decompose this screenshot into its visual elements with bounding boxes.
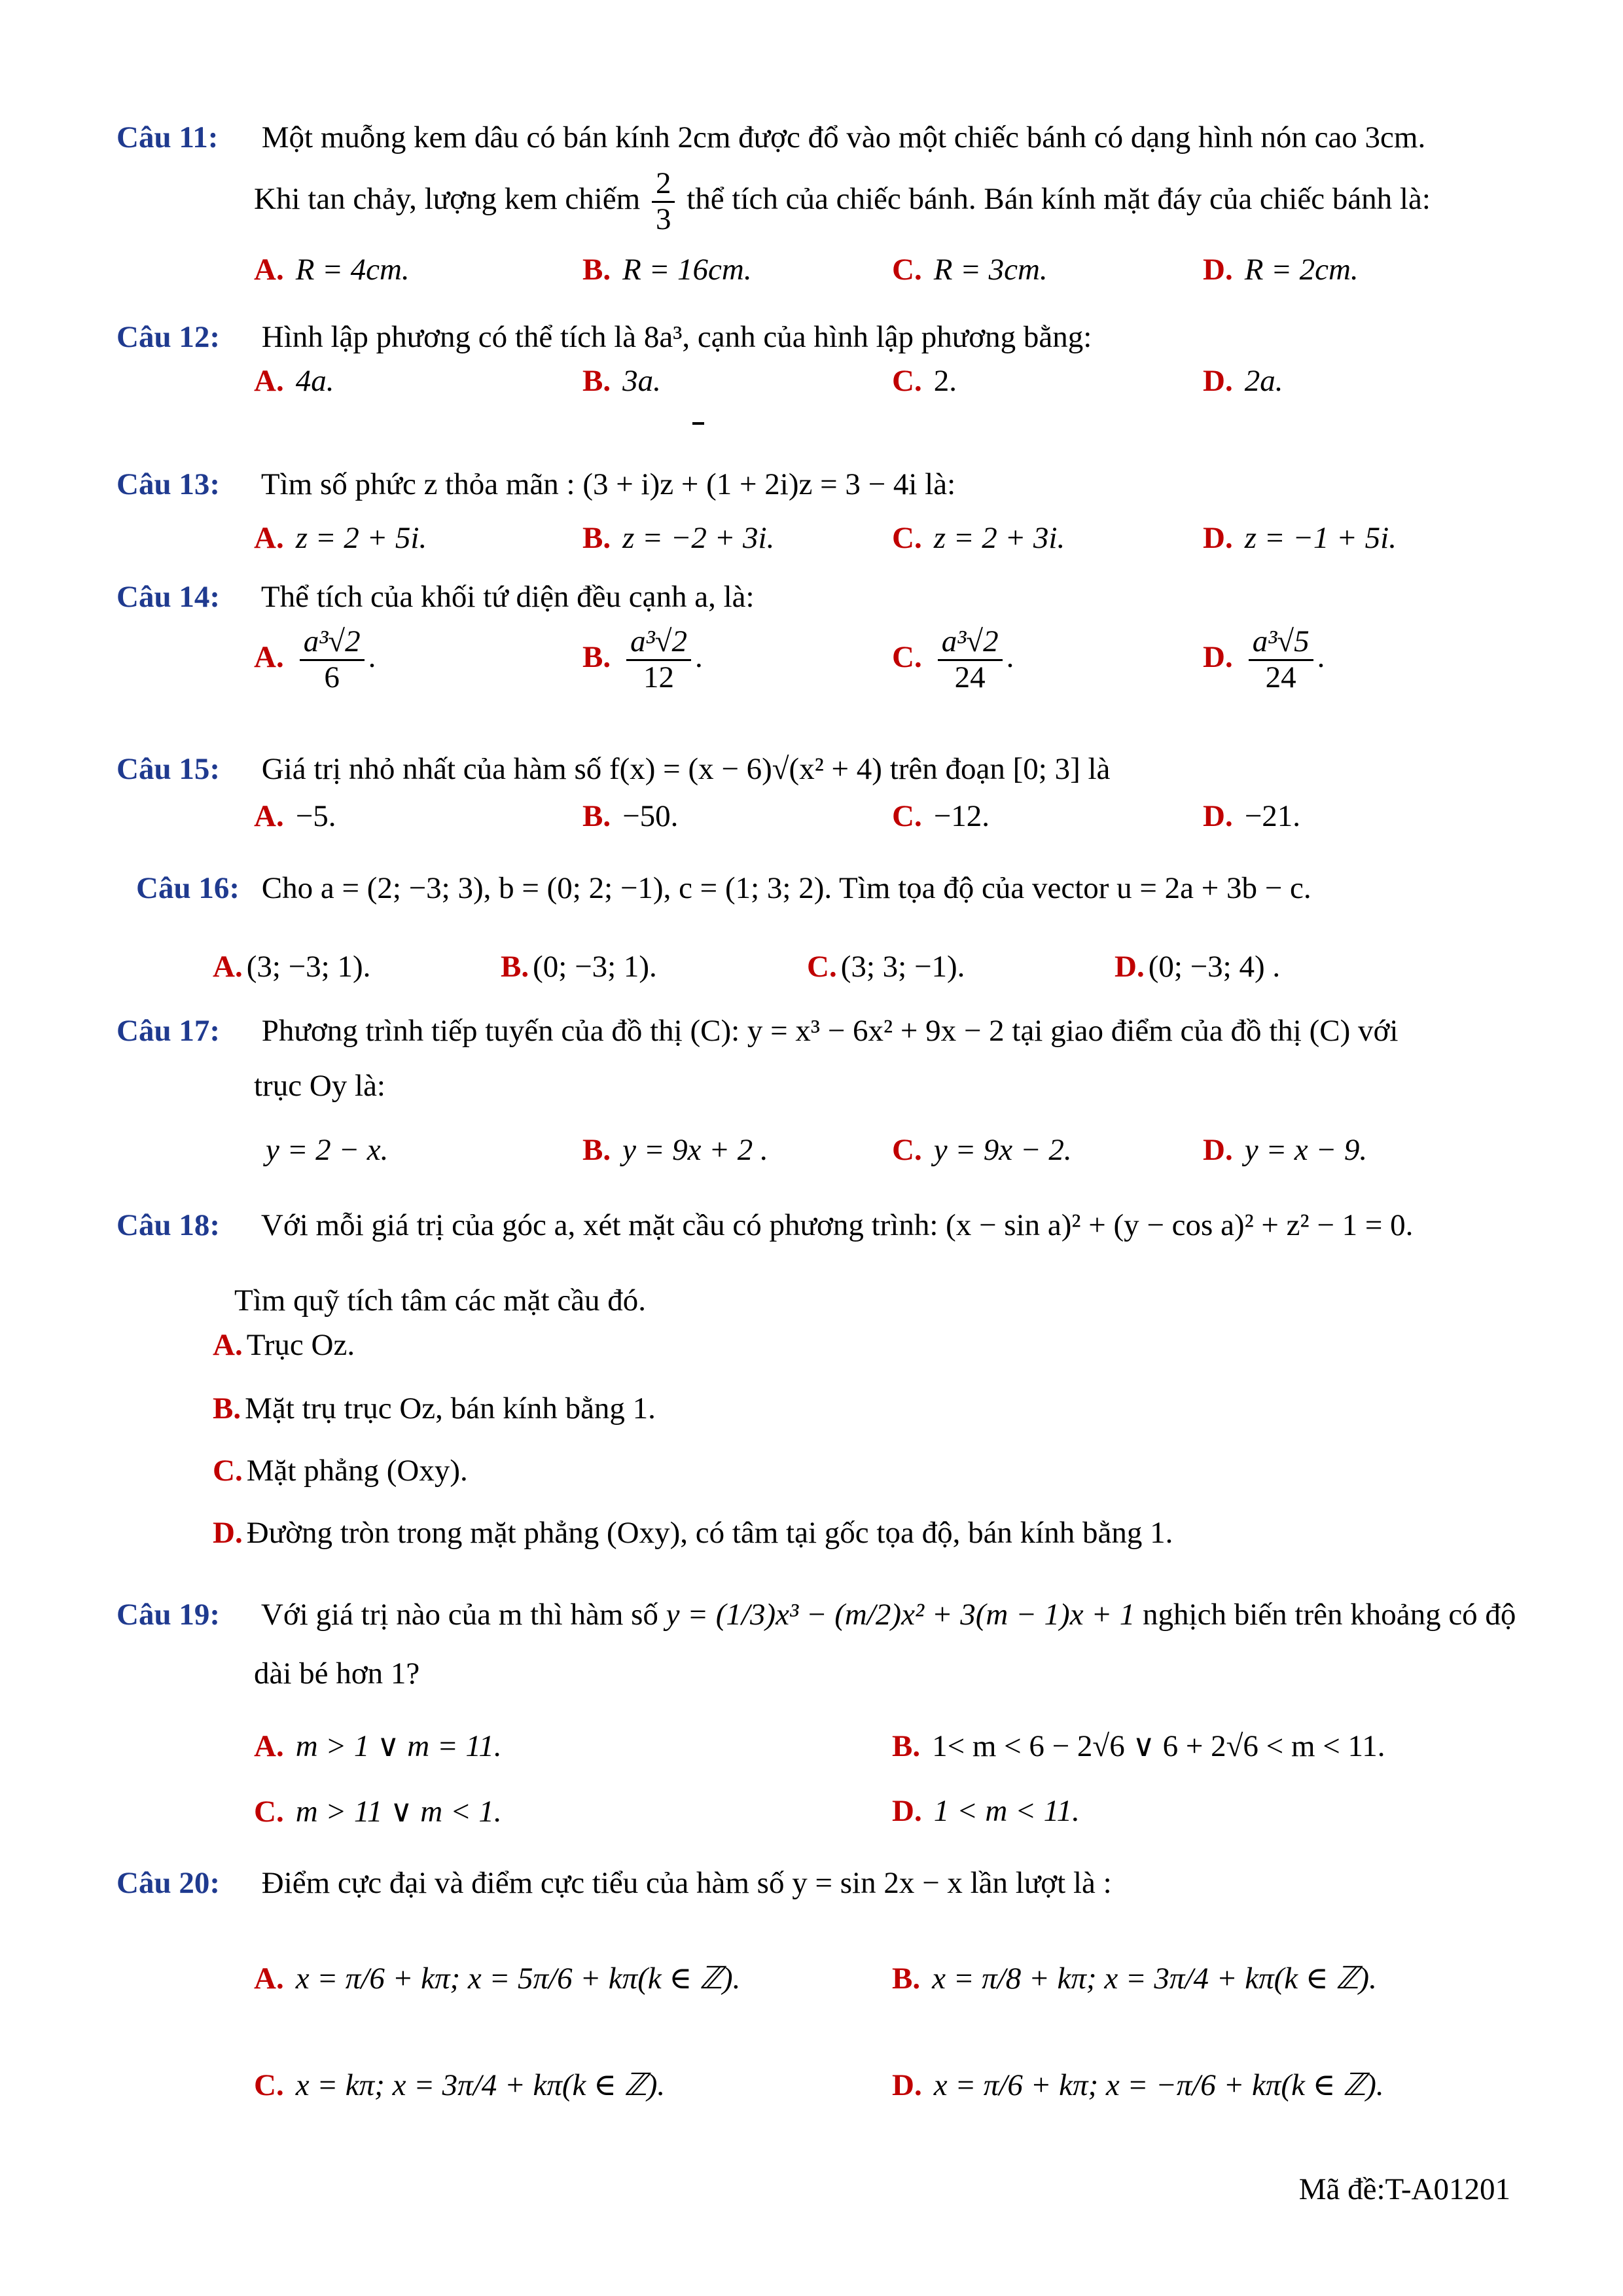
option-letter: B.	[582, 799, 611, 833]
question-label: Câu 15:	[116, 752, 220, 786]
option-letter: B.	[892, 1962, 921, 1996]
option-d[interactable]	[1203, 252, 1359, 287]
question-19-line1	[116, 1597, 1516, 1632]
question-text: Hình lập phương có thể tích là 8a³, cạnh của hình lập phương bằng:	[261, 320, 1092, 354]
option-letter: D.	[1115, 950, 1145, 984]
option-text: z = −2 + 3i.	[622, 521, 775, 555]
option-b[interactable]	[501, 949, 657, 984]
option-text: x = π/8 + kπ; x = 3π/4 + kπ(k ∈ ℤ).	[932, 1962, 1377, 1996]
option-b[interactable]	[582, 520, 774, 556]
option-letter: D.	[1203, 799, 1233, 833]
option-letter: C.	[892, 799, 922, 833]
option-d[interactable]	[1203, 798, 1300, 834]
fraction-numerator: a³√2	[626, 625, 691, 661]
option-d[interactable]	[892, 2067, 1384, 2103]
option-text: 4a.	[295, 364, 334, 398]
fraction	[938, 625, 1003, 694]
option-text: 1 < m < 11.	[933, 1794, 1080, 1828]
fraction-denominator: 3	[655, 202, 671, 236]
option-letter: C.	[892, 253, 922, 287]
option-letter: B.	[582, 364, 611, 398]
option-c[interactable]	[892, 1132, 1072, 1168]
option-c[interactable]	[892, 798, 990, 834]
option-text: Mặt trụ trục Oz, bán kính bằng 1.	[245, 1391, 656, 1426]
stray-mark	[692, 422, 704, 425]
question-17-line1	[116, 1013, 1398, 1049]
option-text: (0; −3; 4) .	[1148, 950, 1281, 984]
option-letter: D.	[1203, 1133, 1233, 1167]
option-text: R = 16cm.	[622, 253, 752, 287]
fraction-denominator: 24	[1265, 660, 1296, 694]
option-letter: A.	[254, 253, 284, 287]
option-d[interactable]	[1203, 363, 1283, 399]
option-letter: C.	[892, 364, 922, 398]
option-letter: A.	[254, 364, 284, 398]
option-a[interactable]	[254, 1960, 740, 1996]
option-a[interactable]	[213, 1327, 355, 1363]
option-c[interactable]	[254, 2067, 665, 2103]
option-letter: A.	[254, 639, 284, 674]
question-12-line1	[116, 319, 1092, 355]
question-14-line1	[116, 579, 755, 615]
question-text: trục Oy là:	[254, 1069, 385, 1103]
question-label: Câu 11:	[116, 120, 219, 154]
question-18-line1	[116, 1208, 1413, 1243]
question-text: Khi tan chảy, lượng kem chiếm	[254, 181, 641, 216]
fraction	[626, 625, 691, 694]
option-text: 1< m < 6 − 2√6 ∨ 6 + 2√6 < m < 11.	[932, 1729, 1385, 1763]
option-letter: B.	[582, 521, 611, 555]
fraction-numerator: 2	[652, 167, 675, 203]
option-letter: C.	[892, 1133, 922, 1167]
option-text: m > 1 ∨ m = 11.	[295, 1729, 502, 1763]
fraction	[1249, 625, 1313, 694]
option-text: z = −1 + 5i.	[1244, 521, 1397, 555]
option-letter: B.	[501, 950, 529, 984]
question-label: Câu 20:	[116, 1866, 220, 1900]
option-a[interactable]	[254, 363, 334, 399]
option-letter: A.	[254, 1962, 284, 1996]
option-text: x = kπ; x = 3π/4 + kπ(k ∈ ℤ).	[295, 2068, 666, 2102]
option-letter: A.	[213, 950, 243, 984]
question-11-line1	[116, 120, 1425, 155]
option-a[interactable]	[254, 252, 410, 287]
option-d[interactable]	[213, 1515, 1173, 1551]
option-text: −12.	[933, 799, 990, 833]
option-c[interactable]	[892, 520, 1065, 556]
option-a[interactable]	[254, 1728, 502, 1764]
fraction-numerator: a³√2	[938, 625, 1003, 661]
option-text: y = 9x + 2 .	[622, 1133, 768, 1167]
question-20-line1	[116, 1865, 1112, 1901]
option-letter: B.	[582, 253, 611, 287]
exam-code: Mã đề:T-A01201	[1298, 2172, 1510, 2206]
option-text: y = x − 9.	[1244, 1133, 1368, 1167]
option-text: (0; −3; 1).	[533, 950, 657, 984]
question-text: nghịch biến trên khoảng có độ	[1143, 1598, 1516, 1632]
question-text: Giá trị nhỏ nhất của hàm số f(x) = (x − 6)√(x² + 4) trên đoạn [0; 3] là	[261, 752, 1111, 786]
option-text: R = 4cm.	[295, 253, 410, 287]
option-b[interactable]	[892, 1960, 1377, 1996]
option-text: −50.	[622, 799, 679, 833]
option-c[interactable]	[807, 949, 965, 984]
question-text: Một muỗng kem dâu có bán kính 2cm được đổ vào một chiếc bánh có dạng hình nón cao 3cm.	[261, 120, 1426, 154]
question-11-line2	[254, 167, 1431, 236]
option-a[interactable]	[254, 798, 336, 834]
question-label: Câu 18:	[116, 1208, 220, 1242]
option-text: −21.	[1244, 799, 1300, 833]
option-text: x = π/6 + kπ; x = 5π/6 + kπ(k ∈ ℤ).	[295, 1962, 741, 1996]
option-b[interactable]	[892, 1728, 1385, 1764]
fraction-denominator: 6	[324, 660, 340, 694]
option-letter: B.	[582, 639, 611, 674]
option-text: y = 9x − 2.	[933, 1133, 1072, 1167]
function-formula: y = (1/3)x³ − (m/2)x² + 3(m − 1)x + 1	[666, 1598, 1135, 1632]
option-text: Mặt phẳng (Oxy).	[246, 1454, 468, 1488]
option-letter: D.	[1203, 521, 1233, 555]
option-a[interactable]: A. $\frac{\text{a³√2}}{6}$ .	[254, 624, 376, 694]
option-text: R = 3cm.	[933, 253, 1048, 287]
option-letter: C.	[892, 639, 922, 674]
option-text: z = 2 + 5i.	[295, 521, 427, 555]
fraction-denominator: 24	[954, 660, 986, 694]
question-text: Tìm số phức z thỏa mãn : (3 + i)z + (1 + 2i)z = 3 − 4i là:	[260, 467, 956, 501]
fraction	[652, 167, 675, 236]
option-c[interactable]	[892, 252, 1048, 287]
option-text: (3; 3; −1).	[840, 950, 965, 984]
question-label: Câu 13:	[116, 467, 220, 501]
question-text: Với giá trị nào của m thì hàm số	[260, 1598, 658, 1632]
option-text: z = 2 + 3i.	[933, 521, 1065, 555]
option-b[interactable]	[582, 798, 678, 834]
option-letter: C.	[892, 521, 922, 555]
option-text: Trục Oz.	[246, 1328, 355, 1362]
option-text: −5.	[295, 799, 336, 833]
fraction-numerator: a³√5	[1249, 625, 1313, 661]
option-c[interactable]: C. $\frac{\text{a³√2}}{24}$ .	[892, 624, 1014, 694]
option-b[interactable]: B. $\frac{\text{a³√2}}{12}$ .	[582, 624, 703, 694]
question-16-line1	[136, 870, 1311, 906]
question-label: Câu 12:	[116, 320, 220, 354]
question-17-line2	[254, 1068, 385, 1103]
fraction-denominator: 12	[643, 660, 675, 694]
option-b[interactable]	[213, 1391, 656, 1426]
option-letter: D.	[213, 1516, 243, 1550]
option-letter: C.	[807, 950, 837, 984]
option-c[interactable]	[213, 1453, 468, 1488]
option-letter: B.	[213, 1391, 241, 1426]
question-text: thể tích của chiếc bánh. Bán kính mặt đáy của chiếc bánh là:	[687, 181, 1431, 216]
question-label: Câu 17:	[116, 1014, 220, 1048]
option-text: 2.	[933, 364, 957, 398]
option-letter: D.	[892, 1794, 922, 1828]
option-c[interactable]	[892, 363, 957, 399]
option-letter: D.	[1203, 364, 1233, 398]
question-label: Câu 16:	[136, 871, 240, 905]
option-letter: B.	[582, 1133, 611, 1167]
question-13-line1	[116, 467, 955, 502]
option-text: 2a.	[1244, 364, 1283, 398]
option-d[interactable]	[1203, 1132, 1367, 1168]
option-text: y = 2 − x.	[266, 1133, 389, 1167]
option-letter: A.	[254, 521, 284, 555]
option-b[interactable]	[582, 1132, 768, 1168]
question-15-line1	[116, 751, 1110, 787]
option-letter: C.	[254, 2068, 284, 2102]
option-b[interactable]	[582, 252, 752, 287]
question-19-line2	[254, 1656, 419, 1691]
fraction	[300, 625, 365, 694]
option-c[interactable]	[254, 1793, 502, 1829]
option-letter: A.	[254, 1729, 284, 1763]
question-text: Phương trình tiếp tuyến của đồ thị (C): y = x³ − 6x² + 9x − 2 tại giao điểm của đồ thị (C) với	[261, 1014, 1399, 1048]
option-letter: D.	[1203, 253, 1233, 287]
fraction-numerator: a³√2	[300, 625, 365, 661]
option-b[interactable]	[582, 363, 661, 399]
option-text: 3a.	[622, 364, 661, 398]
option-text: m > 11 ∨ m < 1.	[295, 1795, 502, 1829]
option-d[interactable]: D. $\frac{\text{a³√5}}{24}$ .	[1203, 624, 1325, 694]
option-text: x = π/6 + kπ; x = −π/6 + kπ(k ∈ ℤ).	[933, 2068, 1384, 2102]
option-letter: B.	[892, 1729, 921, 1763]
question-label: Câu 14:	[116, 580, 220, 614]
question-text: Tìm quỹ tích tâm các mặt cầu đó.	[234, 1283, 647, 1318]
question-text: Cho a = (2; −3; 3), b = (0; 2; −1), c = (1; 3; 2). Tìm tọa độ của vector u = 2a + 3b − c.	[261, 871, 1311, 905]
option-d[interactable]	[1203, 520, 1397, 556]
option-text: R = 2cm.	[1244, 253, 1359, 287]
option-letter: D.	[1203, 639, 1233, 674]
option-letter: D.	[892, 2068, 922, 2102]
question-label: Câu 19:	[116, 1598, 220, 1632]
question-text: Với mỗi giá trị của góc a, xét mặt cầu có phương trình: (x − sin a)² + (y − cos a)² + z² − 1 = 0.	[260, 1208, 1414, 1242]
option-text: Đường tròn trong mặt phẳng (Oxy), có tâm tại gốc tọa độ, bán kính bằng 1.	[246, 1516, 1173, 1550]
question-text: dài bé hơn 1?	[254, 1657, 420, 1691]
option-letter: A.	[254, 799, 284, 833]
option-letter: A.	[213, 1328, 243, 1362]
option-letter: C.	[213, 1454, 243, 1488]
question-text: Điểm cực đại và điểm cực tiểu của hàm số y = sin 2x − x lần lượt là :	[261, 1866, 1112, 1900]
question-18-line2	[234, 1283, 646, 1318]
option-d[interactable]	[892, 1793, 1080, 1829]
option-a[interactable]	[213, 949, 370, 984]
question-text: Thể tích của khối tứ diện đều cạnh a, là:	[260, 580, 755, 614]
option-a[interactable]	[254, 1132, 388, 1168]
option-a[interactable]	[254, 520, 427, 556]
option-letter: C.	[254, 1795, 284, 1829]
option-d[interactable]	[1115, 949, 1280, 984]
option-text: (3; −3; 1).	[246, 950, 371, 984]
